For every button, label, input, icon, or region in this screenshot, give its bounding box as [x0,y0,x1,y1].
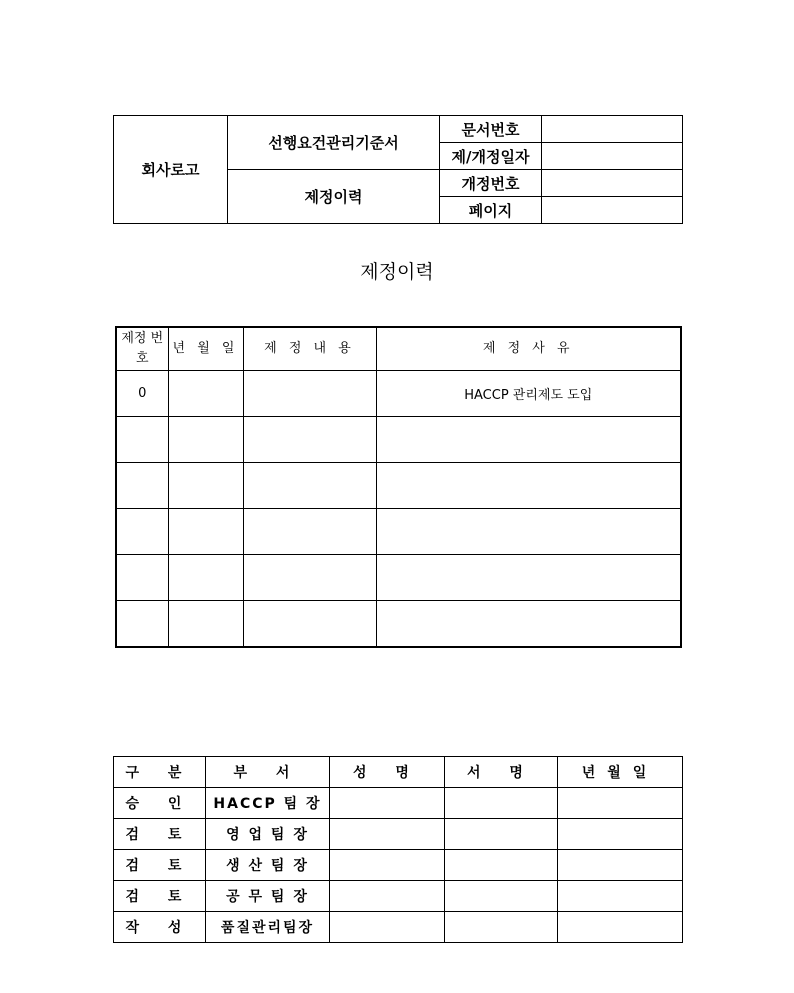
table-row [116,417,681,463]
date-cell [558,912,683,943]
header-revision-reason: 제 정 사 유 [376,327,681,371]
role-cell: 작 성 [114,912,206,943]
department-cell: 품질관리팀장 [206,912,330,943]
revision-number-cell: 0 [116,371,168,417]
date-cell [558,788,683,819]
content-cell [243,371,376,417]
date-cell [168,601,243,648]
field-label-revision-date: 제/개정일자 [440,143,542,170]
reason-cell [376,601,681,648]
header-date: 년 월 일 [168,327,243,371]
table-row [114,788,683,819]
table-row [114,819,683,850]
table-row [114,881,683,912]
name-cell [330,881,445,912]
signature-cell [445,788,558,819]
table-row [114,850,683,881]
role-cell: 검 토 [114,850,206,881]
table-row [116,555,681,601]
field-label-doc-number: 문서번호 [440,116,542,143]
field-value-doc-number [542,116,683,143]
field-value-revision-date [542,143,683,170]
date-cell [558,850,683,881]
table-row [116,601,681,648]
header-date: 년월일 [558,757,683,788]
date-cell [168,371,243,417]
signature-cell [445,912,558,943]
header-revision-content: 제 정 내 용 [243,327,376,371]
field-value-page [542,197,683,224]
header-revision-number: 제정 번호 [116,327,168,371]
signature-cell [445,881,558,912]
header-department: 부 서 [206,757,330,788]
date-cell [558,881,683,912]
content-cell [243,555,376,601]
approval-table [113,756,683,943]
date-cell [558,819,683,850]
header-signature: 서 명 [445,757,558,788]
department-cell: 영 업 팀 장 [206,819,330,850]
department-cell: 공 무 팀 장 [206,881,330,912]
field-label-page: 페이지 [440,197,542,224]
revision-number-cell [116,417,168,463]
table-row [114,912,683,943]
document-title: 선행요건관리기준서 [228,116,440,170]
field-label-revision-number: 개정번호 [440,170,542,197]
header-category: 구 분 [114,757,206,788]
content-cell [243,417,376,463]
date-cell [168,509,243,555]
department-cell: 생 산 팀 장 [206,850,330,881]
department-cell: HACCP 팀 장 [206,788,330,819]
content-cell [243,509,376,555]
section-title: 제정이력 [228,170,440,224]
role-cell: 승 인 [114,788,206,819]
name-cell [330,788,445,819]
table-row [116,509,681,555]
reason-cell [376,555,681,601]
role-cell: 검 토 [114,819,206,850]
reason-cell [376,509,681,555]
header-name: 성 명 [330,757,445,788]
company-logo-placeholder: 회사로고 [114,116,228,224]
revision-header-row [116,327,681,371]
approval-header-row [114,757,683,788]
reason-cell [376,463,681,509]
date-cell [168,555,243,601]
signature-cell [445,850,558,881]
table-row [116,463,681,509]
reason-cell: HACCP 관리제도 도입 [376,371,681,417]
role-cell: 검 토 [114,881,206,912]
page-heading: 제정이력 [360,261,434,283]
date-cell [168,463,243,509]
revision-number-cell [116,601,168,648]
name-cell [330,912,445,943]
content-cell [243,601,376,648]
field-value-revision-number [542,170,683,197]
reason-cell [376,417,681,463]
content-cell [243,463,376,509]
revision-number-cell [116,463,168,509]
date-cell [168,417,243,463]
revision-number-cell [116,555,168,601]
name-cell [330,819,445,850]
signature-cell [445,819,558,850]
name-cell [330,850,445,881]
revision-number-cell [116,509,168,555]
document-header-table [113,115,683,224]
revision-history-table [115,326,682,648]
table-row [116,371,681,417]
